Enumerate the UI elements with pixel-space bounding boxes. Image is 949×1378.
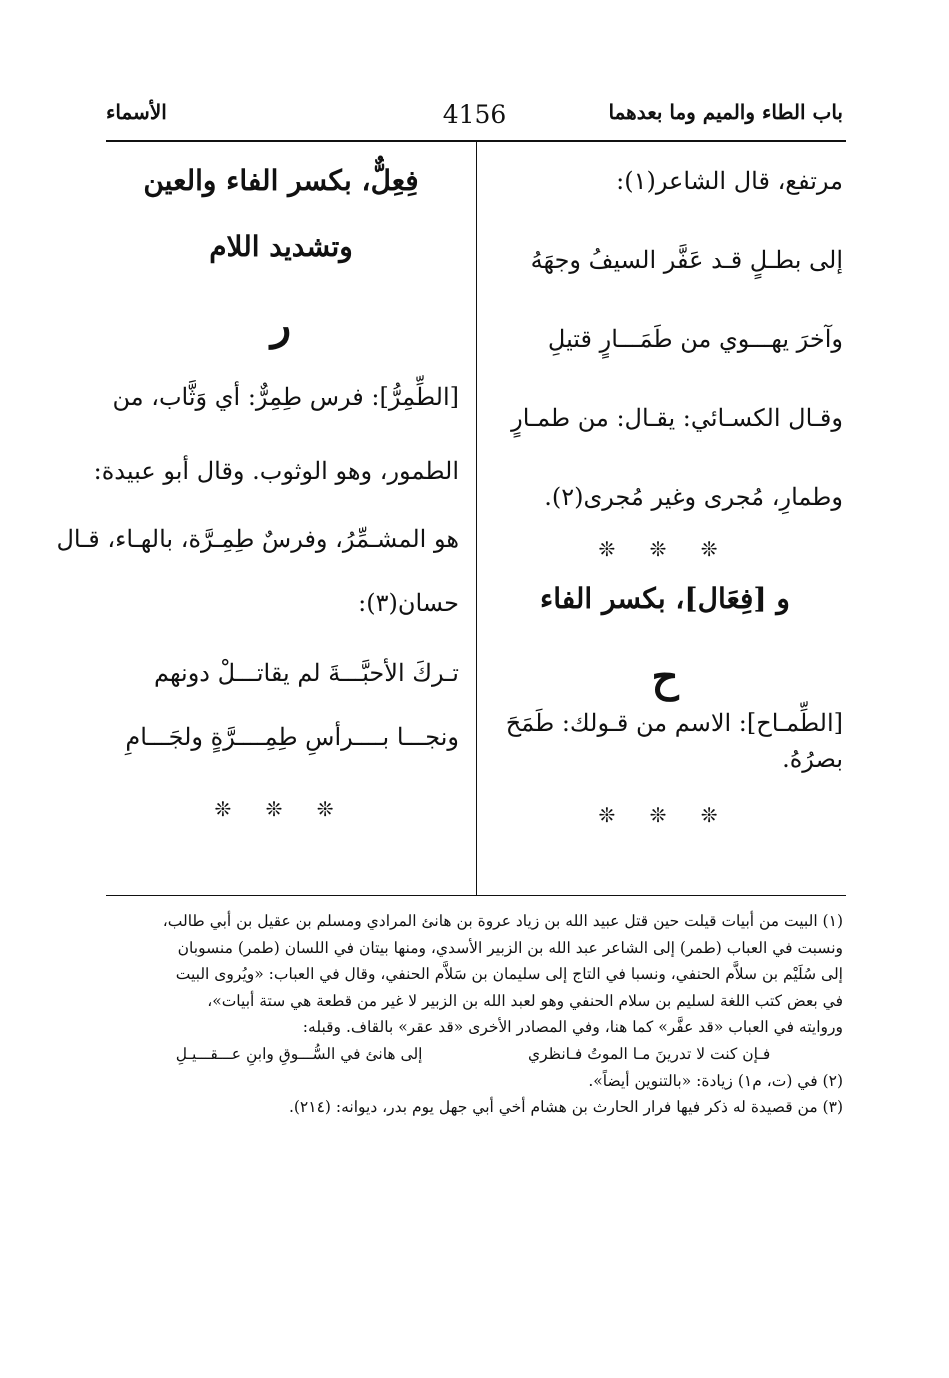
entry-line: هو المشـمِّرُ، وفرسٌ طِمِـرَّة، بالهـاء، قـال [56,525,459,553]
verse-line: تـركَ الأحبَّـــةَ لم يقاتـــلْ دونهم [153,659,459,687]
right-column [487,165,843,831]
footnote-verse [103,1041,843,1068]
section-heading: فِعِلٌّ، بكسر الفاء والعين [143,164,419,197]
page-number: 4156 [442,100,507,129]
section-heading: وتشديد اللام [209,230,353,263]
verse-hemistich: فـإن كنت لا تدرينَ مـا الموتُ فـانظري [527,1044,771,1063]
verse-line: وآخرَ يهـــوي من طَمَـــارٍ قتيلِ [547,325,843,353]
footnote-line: (٢) في (ت، م١) زيادة: «بالتنوين أيضاً». [588,1071,843,1090]
entry-line: بصرُهُ. [782,745,843,773]
text-line: وقـال الكسـائي: يقـال: من طمـارٍ [511,404,843,432]
section-separator: ❊ ❊ ❊ [598,537,732,561]
letter-heading: ح [651,652,679,701]
verse-line: ونجـــا بــــرأسِ طِمِــــرَّةٍ ولجَـــامِ [125,723,459,751]
footnote-line: إلى سُلَيْم بن سلاَّم الحنفي، ونسبا في التاج إلى سليمان بن سَلاَّم الحنفي، وقال في العباب: «ويُروى البيت [175,965,843,984]
section-heading: و [فِعَال]، بكسر الفاء [540,582,790,615]
verse-line: إلى بطـلٍ قـد عَفَّر السيفُ وجهَهُ [530,246,843,274]
footnote-line: وروايته في العباب «قد عفَّر» كما هنا، وفي المصادر الأخرى «قد عقر» بالقاف. وقبله: [302,1018,843,1037]
column-divider [476,140,477,895]
footnote-line: (١) البيت من أبيات قيلت حين قتل عبيد الله بن زياد عروة بن هانئ المرادي ومسلم بن عقيل بن أبي طالب، [162,912,843,930]
footnotes [103,908,843,1121]
verse-hemistich: إلى هانئ في السُّـــوقِ وابنِ عـــقـــيـلِ [175,1044,423,1063]
running-header-section: الأسماء [106,100,167,124]
entry-line: الطمور، وهو الوثوب. وقال أبو عبيدة: [93,457,459,485]
entry-line: حسان(٣): [358,589,459,617]
left-column [56,164,459,825]
entry-line: [الطِّمِرُّ]: فرس طِمِرٌّ: أي وَثَّاب، من [112,383,459,411]
text-line: وطمارِ، مُجرى وغير مُجرى(٢). [544,483,843,511]
section-separator: ❊ ❊ ❊ [214,797,348,821]
running-header-chapter: باب الطاء والميم وما بعدهما [608,100,843,124]
footnote-line: ونسبت في العباب (طمر) إلى الشاعر عبد الله بن الزبير الأسدي، ومنها بيتان في اللسان (طمر) منسوبان [177,938,843,957]
footnote-line: في بعض كتب اللغة لسليم بن سلام الحنفي وهو لعبد الله بن الزبير لا غير من قطعة هي ستة أبيات»، [207,991,843,1010]
entry-line: [الطِّمـاح]: الاسم من قـولك: طَمَحَ [505,709,843,737]
footnote-rule [106,895,846,896]
letter-heading: ر [270,300,292,349]
footnote-line: (٣) من قصيدة له ذكر فيها فرار الحارث بن هشام أخي أبي جهل يوم بدر، ديوانه: (٢١٤). [288,1098,843,1117]
section-separator: ❊ ❊ ❊ [598,803,732,827]
text-line: مرتفع، قال الشاعر(١): [616,167,843,195]
